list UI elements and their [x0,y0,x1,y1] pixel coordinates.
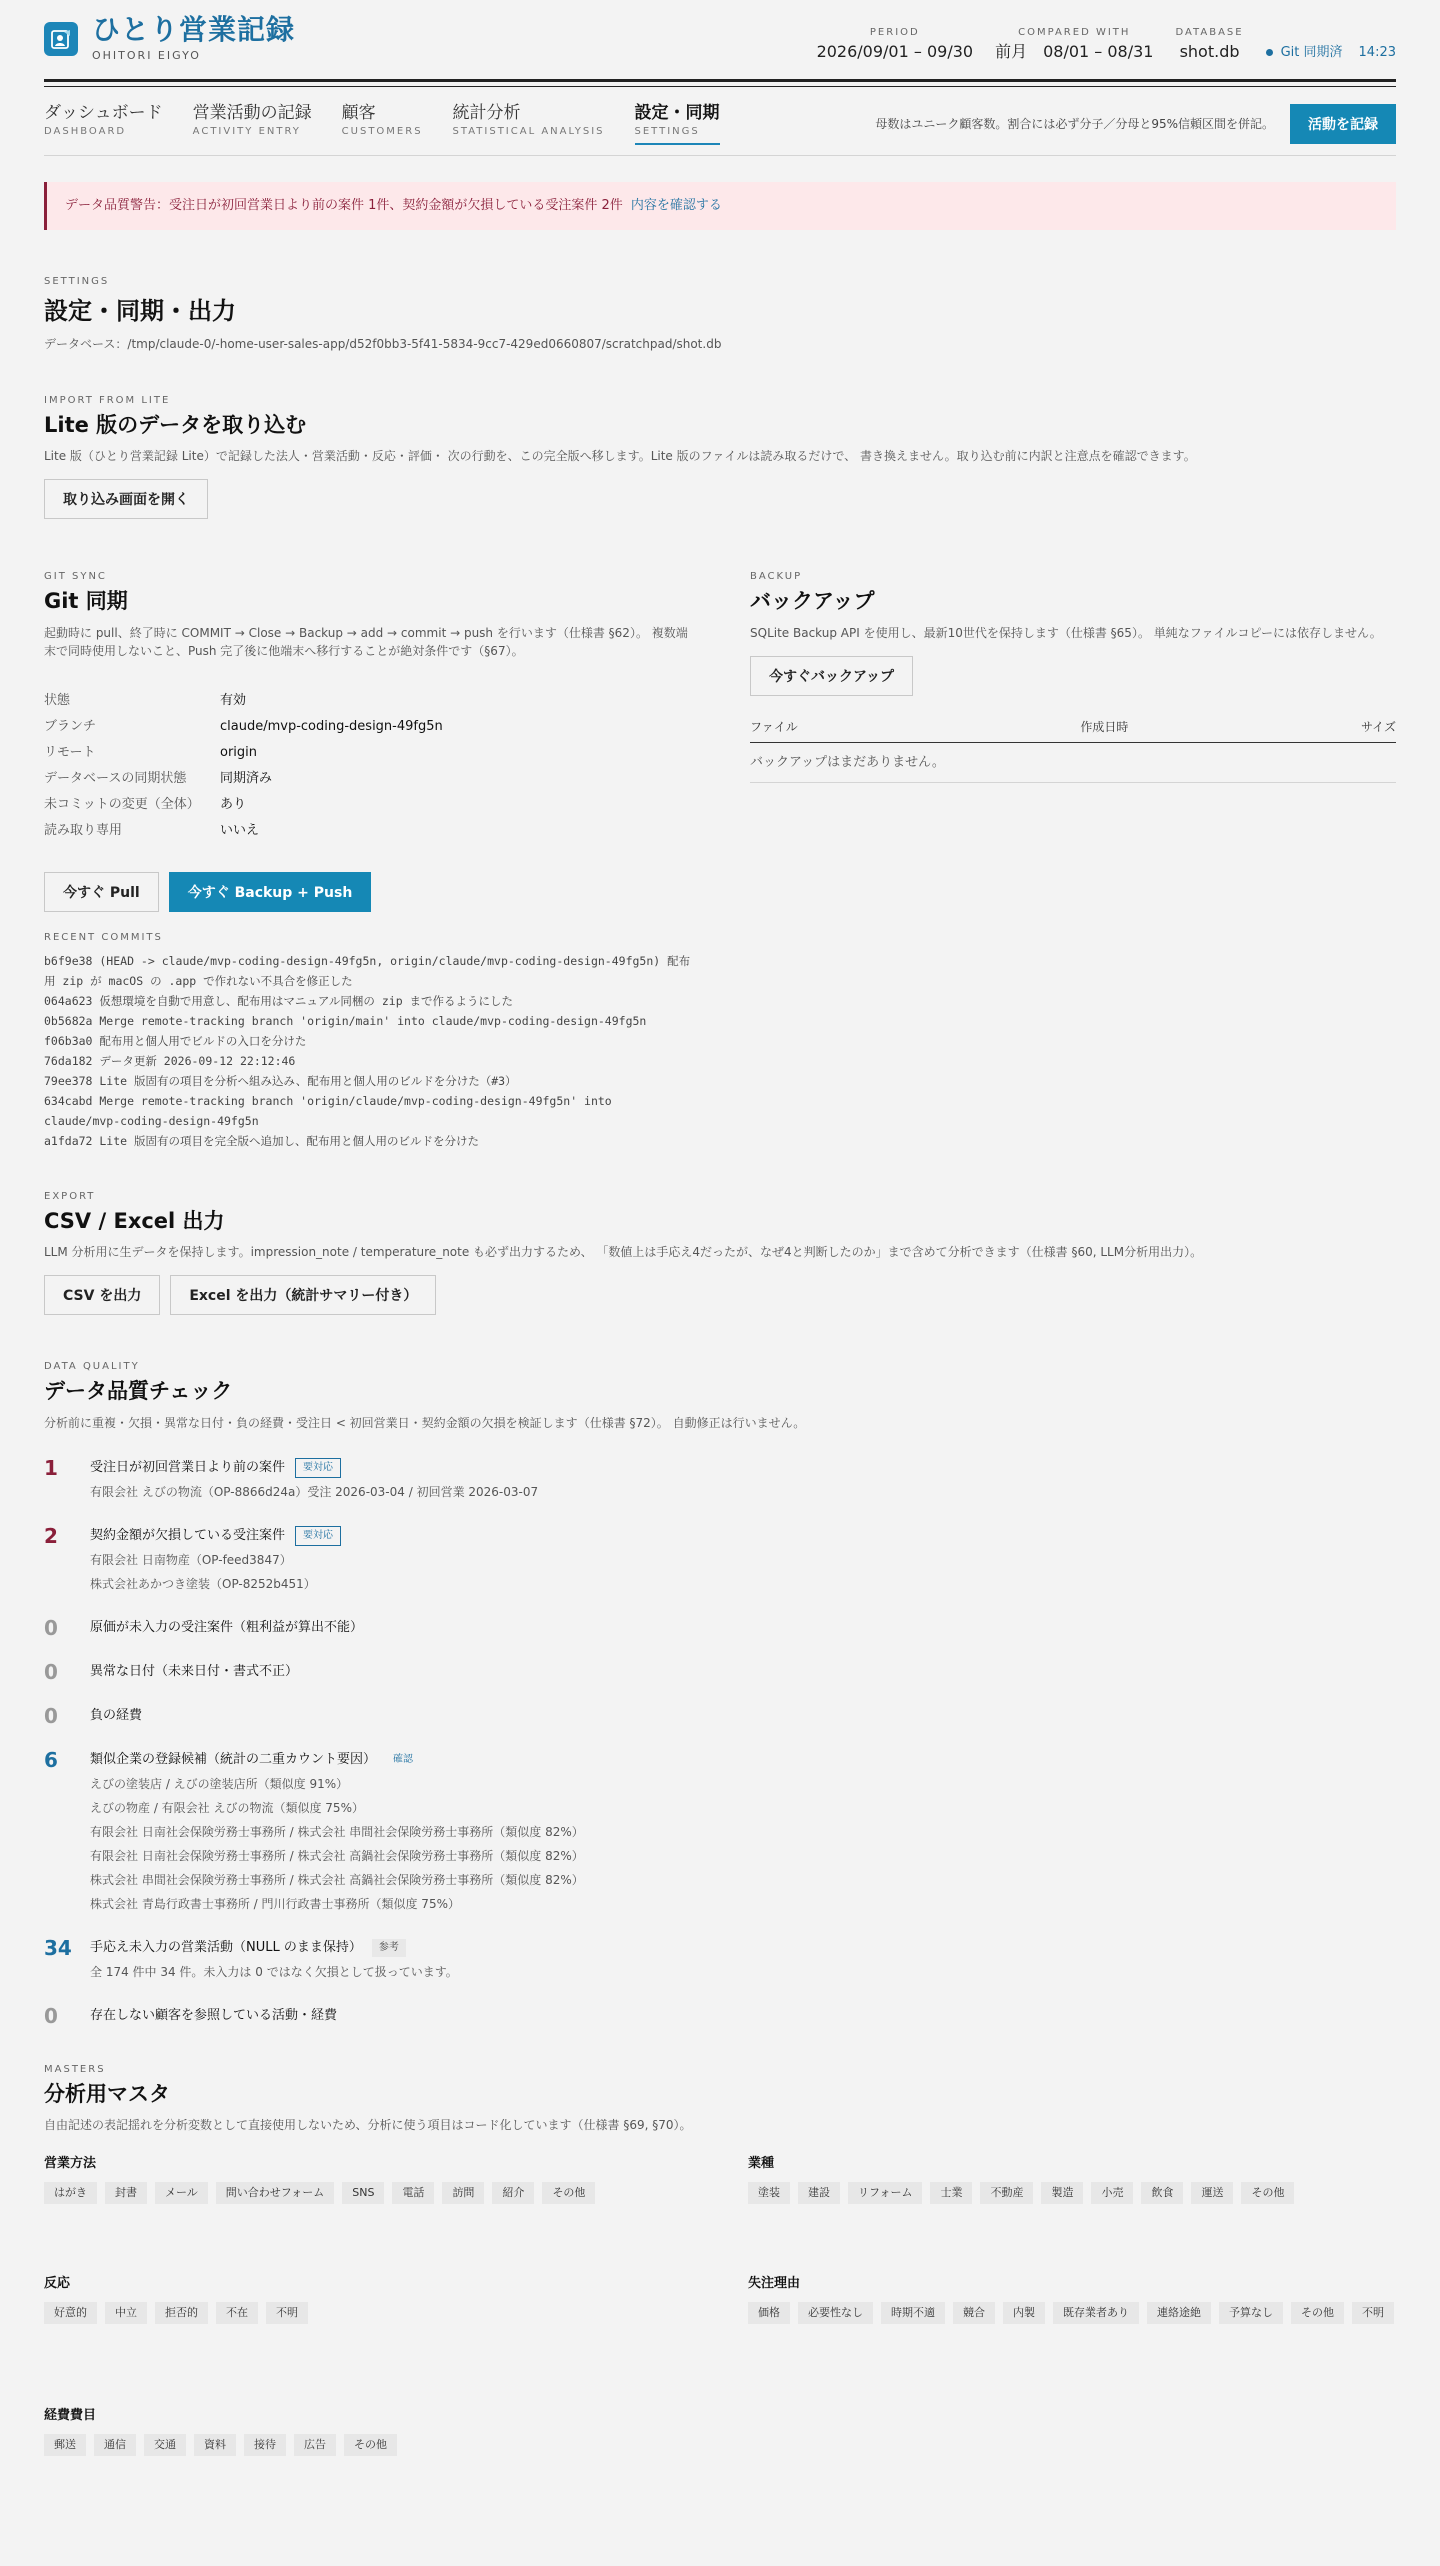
git-status-table [44,688,694,844]
master-chip: 拒否的 [155,2302,208,2325]
recent-commits-list [44,951,694,1151]
git-title: Git 同期 [44,589,128,613]
master-group-title: 反応 [44,2276,71,2291]
dq-item-title: 存在しない顧客を参照している活動・経費 [90,2007,338,2023]
master-chip: 不明 [1352,2302,1394,2325]
master-chip: 問い合わせフォーム [216,2182,334,2205]
tab-customers[interactable] [342,102,423,145]
dq-item-title: 類似企業の登録候補（統計の二重カウント要因） [90,1751,377,1767]
master-chip: その他 [542,2182,595,2205]
tab-activity-entry[interactable] [193,102,312,145]
open-import-button[interactable]: 取り込み画面を開く [44,479,208,519]
dq-badge[interactable]: 確認 [393,1753,414,1765]
dq-item [44,1936,1396,1984]
git-row-uncommitted [44,792,694,818]
settings-eyebrow: SETTINGS [44,275,110,287]
dq-detail: 全 174 件中 34 件。未入力は 0 ではなく欠損として扱っています。 [90,1964,458,1979]
data-quality-section [44,1359,1396,2028]
app-logo-icon [44,22,78,56]
kv-key: ブランチ [44,718,97,734]
master-chip: 接待 [244,2434,286,2457]
import-eyebrow: IMPORT FROM LITE [44,394,171,406]
kv-key: 状態 [44,692,71,708]
pull-now-button[interactable]: 今すぐ Pull [44,872,159,912]
database-label: DATABASE [1175,27,1244,38]
master-chip: 時期不適 [881,2302,945,2325]
master-group [748,2274,1396,2394]
backup-section [750,569,1396,1151]
dq-detail: 有限会社 えびの物流（OP-8866d24a）受注 2026-03-04 / 初回営業 2026-03-07 [90,1484,539,1499]
col-created: 作成日時 [986,712,1223,743]
tab-sublabel: DASHBOARD [44,126,127,138]
dq-item-title: 受注日が初回営業日より前の案件 [90,1459,286,1475]
dq-list [44,1456,1396,2028]
dq-detail: えびの塗装店 / えびの塗装店所（類似度 91%） [90,1776,349,1791]
record-activity-button[interactable]: 活動を記録 [1290,104,1396,144]
tab-sublabel: SETTINGS [634,126,700,138]
header-meta [817,15,1396,64]
tab-sublabel: STATISTICAL ANALYSIS [452,126,605,138]
export-title: CSV / Excel 出力 [44,1208,225,1233]
dq-item [44,1616,1396,1640]
dq-count: 34 [44,1935,72,1960]
recent-commits-label: RECENT COMMITS [44,931,163,943]
commit-line: 064a623 仮想環境を自動で用意し、配布用はマニュアル同梱の zip まで作るようにした [44,993,514,1008]
import-description: Lite 版（ひとり営業記録 Lite）で記録した法人・営業活動・反応・評価・ 次の行動を、この完全版へ移します。Lite 版のファイルは読み取るだけで、 書き換えません。取り込む前に内訳と注意点を確認できます。 [44,449,1196,463]
backup-table [750,712,1396,784]
master-chip: 価格 [748,2302,790,2325]
master-chip: 郵送 [44,2434,86,2457]
dq-detail: 有限会社 日南物産（OP-feed3847） [90,1552,292,1567]
dq-item [44,2004,1396,2028]
backup-now-button[interactable]: 今すぐバックアップ [750,656,913,696]
master-chip: 競合 [953,2302,995,2325]
app-subtitle: OHITORI EIGYO [92,48,201,62]
tab-label: 統計分析 [452,102,521,123]
master-chip: 建設 [798,2182,840,2205]
tab-label: 顧客 [341,102,376,123]
dq-count: 0 [44,2003,58,2028]
nav-tabs [44,102,720,145]
master-chip: その他 [1241,2182,1294,2205]
master-chip: 訪問 [442,2182,484,2205]
master-group [44,2274,692,2394]
commit-line: 76da182 データ更新 2026-09-12 22:12:46 [44,1053,296,1068]
git-row-remote [44,740,694,766]
master-chip: 飲食 [1141,2182,1183,2205]
tab-settings[interactable] [635,102,720,145]
kv-key: 読み取り専用 [44,822,123,838]
kv-value: claude/mvp-coding-design-49fg5n [220,718,443,734]
master-chip: 交通 [144,2434,186,2457]
dq-detail: 株式会社 青島行政書士事務所 / 門川行政書士事務所（類似度 75%） [90,1896,460,1911]
compared-label: COMPARED WITH [1018,27,1131,38]
git-status[interactable] [1266,43,1396,65]
commit-line: b6f9e38 (HEAD -> claude/mvp-coding-design-49fg5n, origin/claude/mvp-coding-design-49fg5n) 配布用 zip が macOS の .app で作れない不具合を修正した [44,953,691,988]
alert-text: データ品質警告：受注日が初回営業日より前の案件 1件、契約金額が欠損している受注案件 2件 [65,198,623,213]
master-chip: 連絡途絶 [1147,2302,1211,2325]
dq-badge[interactable]: 要対応 [295,1458,341,1478]
dq-item-title: 負の経費 [90,1707,143,1723]
export-eyebrow: EXPORT [44,1190,96,1202]
dq-item [44,1660,1396,1684]
dq-detail: 有限会社 日南社会保険労務士事務所 / 株式会社 串間社会保険労務士事務所（類似度 82%） [90,1824,584,1839]
kv-value: あり [220,796,247,812]
backup-eyebrow: BACKUP [750,571,803,582]
dq-badge[interactable]: 参考 [372,1939,406,1957]
master-chip: 電話 [392,2182,434,2205]
master-chip: 必要性なし [798,2302,873,2325]
masters-title: 分析用マスタ [44,2081,170,2106]
masters-grid [44,2154,1396,2526]
dq-title: データ品質チェック [44,1379,233,1403]
compared-prefix: 前月 [995,42,1028,61]
master-chip: 内製 [1003,2302,1045,2325]
dq-detail: えびの物産 / 有限会社 えびの物流（類似度 75%） [90,1800,364,1815]
dq-description: 分析前に重複・欠損・異常な日付・負の経費・受注日 < 初回営業日・契約金額の欠損を検証します（仕様書 §72）。 自動修正は行いません。 [44,1415,806,1430]
backup-description: SQLite Backup API を使用し、最新10世代を保持します（仕様書 §65）。 単純なファイルコピーには依存しません。 [750,625,1382,640]
period-block[interactable] [817,25,974,64]
master-group-title: 経費費目 [44,2408,97,2423]
tab-sublabel: CUSTOMERS [341,126,423,138]
master-chip: 不動産 [980,2182,1033,2205]
dq-count: 0 [44,1703,58,1728]
git-eyebrow: GIT SYNC [44,571,107,582]
git-row-branch [44,714,694,740]
commit-line: 634cabd Merge remote-tracking branch 'origin/claude/mvp-coding-design-49fg5n' into claude/mvp-coding-design-49fg5n [44,1093,612,1128]
dq-count: 2 [44,1523,58,1548]
backup-title: バックアップ [750,589,875,613]
export-excel-button[interactable]: Excel を出力（統計サマリー付き） [170,1275,436,1315]
dq-detail: 株式会社あかつき塗装（OP-8252b451） [90,1576,316,1591]
clock-time: 14:23 [1358,44,1396,60]
dq-item-title: 原価が未入力の受注案件（粗利益が算出不能） [90,1619,364,1635]
dq-item [44,1456,1396,1504]
database-path: データベース：/tmp/claude-0/-home-user-sales-app/d52f0bb3-5f41-5834-9cc7-429ed0660807/scratchpad/shot.db [44,336,722,351]
master-chip: 中立 [105,2302,147,2325]
col-file: ファイル [750,712,986,743]
master-chip: メール [155,2182,208,2205]
master-chip: 資料 [194,2434,236,2457]
kv-value: origin [220,744,258,760]
brand[interactable] [44,12,296,64]
settings-section [44,274,1396,353]
master-chip: 小売 [1091,2182,1133,2205]
master-chip: 封書 [105,2182,147,2205]
dq-count: 6 [44,1747,58,1772]
dq-item [44,1524,1396,1596]
compared-value: 08/01 – 08/31 [1043,42,1154,61]
commit-line: f06b3a0 配布用と個人用でビルドの入口を分けた [44,1033,307,1048]
period-label: PERIOD [869,27,920,38]
master-chip: 既存業者あり [1053,2302,1139,2325]
master-chip: はがき [44,2182,97,2205]
dq-count: 1 [44,1455,58,1480]
master-group [748,2154,1396,2274]
master-chip: 不在 [216,2302,258,2325]
sync-backup-columns [44,569,1396,1151]
database-value: shot.db [1179,42,1240,61]
dq-badge[interactable]: 要対応 [295,1526,341,1546]
master-chip: 予算なし [1219,2302,1283,2325]
git-description: 起動時に pull、終了時に COMMIT → Close → Backup → add → commit → push を行います（仕様書 §62）。 複数端末で同時使用しないこと、Push 完了後に他端末へ移行することが絶対条件です（§67）。 [44,625,688,658]
dq-item-title: 契約金額が欠損している受注案件 [90,1527,286,1543]
kv-value: 有効 [220,692,247,708]
master-chip: 製造 [1041,2182,1083,2205]
master-chip: その他 [1291,2302,1344,2325]
import-section [44,393,1396,520]
kv-key: データベースの同期状態 [44,770,187,786]
kv-key: 未コミットの変更（全体） [44,796,200,812]
master-chip: 紹介 [492,2182,534,2205]
backup-push-button[interactable]: 今すぐ Backup + Push [169,872,372,912]
dq-item-title: 手応え未入力の営業活動（NULL のまま保持） [90,1939,362,1955]
tab-statistical-analysis[interactable] [453,102,605,145]
master-group-title: 営業方法 [44,2156,97,2171]
export-description: LLM 分析用に生データを保持します。impression_note / temperature_note も必ず出力するため、 「数値上は手応え4だったが、なぜ4と判断したのか」まで含めて分析できます（仕様書 §60, LLM分析用出力）。 [44,1245,1203,1259]
master-chip: その他 [344,2434,397,2457]
page-title: 設定・同期・出力 [44,296,236,325]
commit-line: 79ee378 Lite 版固有の項目を分析へ組み込み、配布用と個人用のビルドを分けた（#3） [44,1073,517,1088]
master-chip: 好意的 [44,2302,97,2325]
export-csv-button[interactable]: CSV を出力 [44,1275,160,1315]
dq-count: 0 [44,1659,58,1684]
dq-item [44,1748,1396,1916]
tab-sublabel: ACTIVITY ENTRY [192,126,301,138]
masters-eyebrow: MASTERS [44,2063,106,2075]
period-value: 2026/09/01 – 09/30 [816,42,974,61]
master-group [44,2406,692,2526]
git-sync-section [44,569,694,1151]
master-group [44,2154,692,2274]
masters-section [44,2062,1396,2527]
dq-count: 0 [44,1615,58,1640]
dq-item [44,1704,1396,1728]
backup-empty-message: バックアップはまだありません。 [750,742,1396,783]
data-quality-alert [44,182,1396,230]
master-group-title: 失注理由 [748,2276,801,2291]
dq-detail: 株式会社 串間社会保険労務士事務所 / 株式会社 高鍋社会保険労務士事務所（類似度 82%） [90,1872,584,1887]
master-chip: 運送 [1191,2182,1233,2205]
git-row-db-sync [44,766,694,792]
tab-dashboard[interactable] [44,102,163,145]
master-chip: 不明 [266,2302,308,2325]
git-status-text: Git 同期済 [1280,44,1343,60]
col-size: サイズ [1223,712,1396,743]
git-row-state [44,688,694,714]
nav-note: 母数はユニーク顧客数。割合には必ず分子／分母と95%信頼区間を併記。 [875,116,1274,131]
dq-eyebrow: DATA QUALITY [44,1361,140,1372]
kv-value: いいえ [220,822,260,838]
dq-item-title: 異常な日付（未来日付・書式不正） [90,1663,299,1679]
dq-detail: 有限会社 日南社会保険労務士事務所 / 株式会社 高鍋社会保険労務士事務所（類似度 82%） [90,1848,584,1863]
commit-line: a1fda72 Lite 版固有の項目を完全版へ追加し、配布用と個人用のビルドを分けた [44,1133,480,1148]
alert-review-link[interactable]: 内容を確認する [630,198,722,213]
database-block [1175,25,1243,64]
sync-dot-icon [1266,49,1273,56]
masters-description: 自由記述の表記揺れを分析変数として直接使用しないため、分析に使う項目はコード化しています（仕様書 §69, §70）。 [44,2118,692,2132]
tab-label: 設定・同期 [634,102,720,123]
app-header [44,0,1396,82]
tab-label: ダッシュボード [44,102,163,123]
git-row-readonly [44,818,694,844]
kv-key: リモート [44,744,96,760]
master-chip: 通信 [94,2434,136,2457]
master-chip: 塗装 [748,2182,790,2205]
kv-value: 同期済み [220,770,273,786]
master-chip: リフォーム [848,2182,922,2205]
master-chip: SNS [342,2182,384,2205]
export-section [44,1189,1396,1316]
app-title: ひとり営業記録 [92,12,296,46]
tab-label: 営業活動の記録 [192,102,312,123]
master-chip: 広告 [294,2434,336,2457]
compared-block[interactable] [995,25,1153,64]
master-chip: 士業 [930,2182,972,2205]
master-group-title: 業種 [748,2156,775,2171]
import-title: Lite 版のデータを取り込む [44,412,307,437]
main-nav [44,92,1396,156]
commit-line: 0b5682a Merge remote-tracking branch 'origin/main' into claude/mvp-coding-design-49fg5n [44,1013,647,1028]
